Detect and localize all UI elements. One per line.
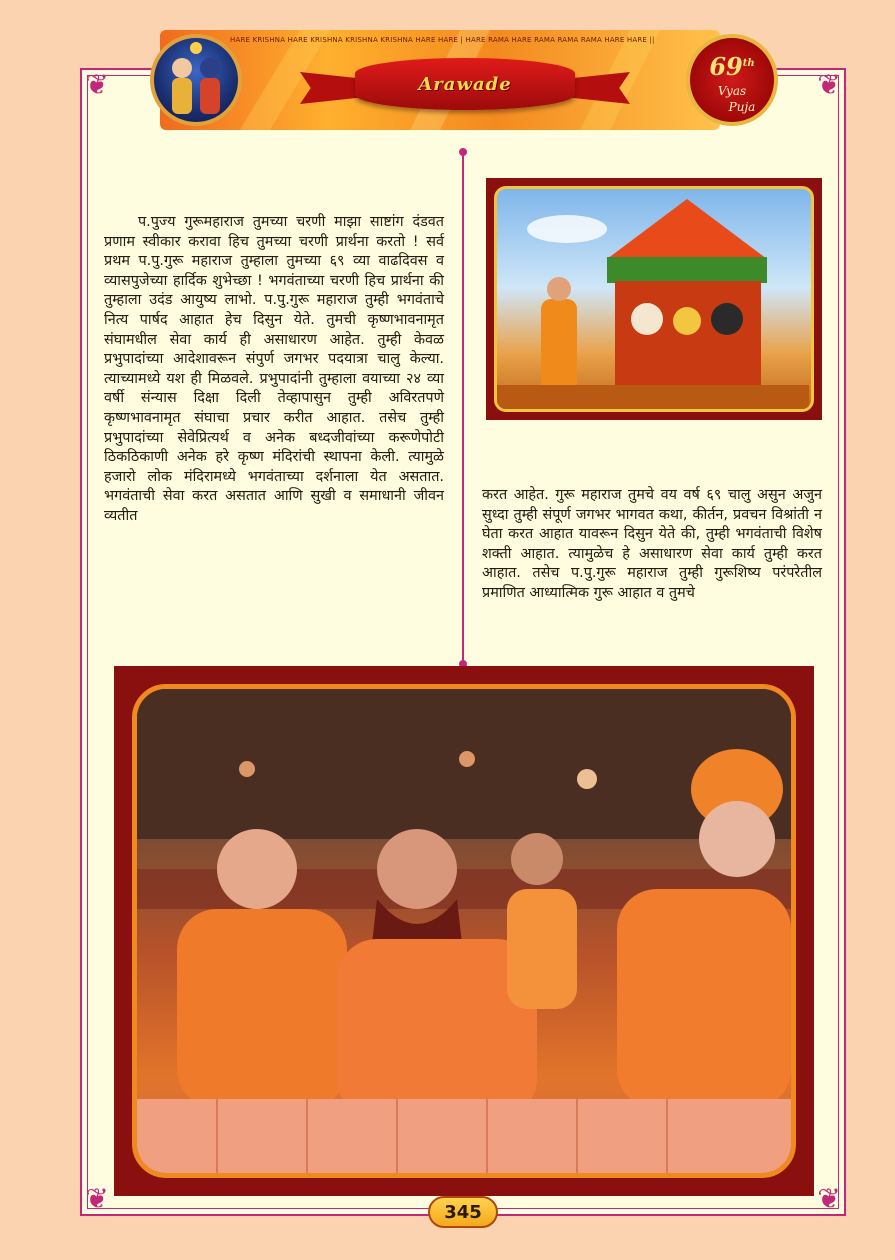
badge-word-puja: Puja: [728, 100, 756, 114]
article-text-right: करत आहेत. गुरू महाराज तुमचे वय वर्ष ६९ चालु असुन अजुन सुध्दा तुम्ही संपूर्ण जगभर भागवत कथा, कीर्तन, प्रवचन विश्रांती न घेता करत आहात यावरून दिसुन येते की, तुम्ही भगवंताची विशेष शक्ती आहात. त्यामुळेच हे असाधारण सेवा कार्य तुम्ही करत आहात. तसेच प.पु.गुरू महाराज तुम्ही गुरूशिष्य परंपरेतील प्रमाणित आध्यात्मिक गुरू आहात व तुमचे: [482, 487, 822, 601]
article-text-left: प.पुज्य गुरूमहाराज तुमच्या चरणी माझा साष्टांग दंडवत प्रणाम स्वीकार करावा हिच तुमच्या चरणी प्रार्थना करतो ! सर्व प्रथम प.पु.गुरू महाराज तुम्हाला तुमच्या ६९ व्या वाढदिवस व व्यासपुजेच्या हार्दिक शुभेच्छा ! भगवंताच्या चरणी हिच प्रार्थना की तुम्हाला उदंड आयुष्य लाभो. प.पु.गुरू महाराज तुम्ही भगवंताचे नित्य पार्षद आहात हेच दिसुन येते. तुमची कृष्णभावनामृत संघामधील सेवा कार्य ही असाधारण आहेत. तुम्ही केवळ प्रभुपादांच्या आदेशावरून संपुर्ण जगभर पदयात्रा चालु केल्या. त्याच्यामध्ये यश ही मिळवले. प्रभुपादांनी तुम्हाला वयाच्या २४ व्या वर्षी संन्यास दिक्षा दिली तेव्हापासुन तुम्ही अविरतपणे कृष्णभावनामृत संघाचा प्रचार करीत आहात. तसेच तुम्ही प्रभुपादांच्या सेवेप्रित्यर्थ व अनेक बध्दजीवांच्या करूणेपोटी ठिकठिकाणी अनेक हरे कृष्ण मंदिरांची स्थापना केली. त्यामुळे हजारो लोक मंदिरामध्ये भगवंताच्या दर्शनाला येत असतात. भगवंताची सेवा करत असतात आणि सुखी व समाधानी जीवन व्यतीत: [104, 214, 444, 524]
badge-number-line: [690, 52, 774, 81]
temple-chariot-image: [494, 186, 814, 412]
ornament-corner-icon: ❦: [817, 1182, 841, 1215]
badge-word-vyas: Vyas: [717, 84, 747, 98]
deity-medallion-image: [150, 34, 242, 126]
page-number: 345: [428, 1196, 498, 1228]
deity-figures-icon: [154, 38, 238, 122]
column-divider: [462, 152, 464, 664]
ornament-corner-icon: ❦: [817, 68, 841, 101]
divider-dot-top: [459, 148, 467, 156]
devotees-scene-icon: [137, 689, 791, 1173]
badge-number: 69: [709, 52, 743, 81]
devotees-photo: [114, 666, 814, 1196]
ornament-corner-icon: ❦: [85, 1182, 109, 1215]
badge-suffix: th: [742, 58, 755, 69]
page-title: Arawade: [418, 74, 512, 95]
temple-chariot-photo: [486, 178, 822, 420]
ornament-corner-icon: ❦: [85, 68, 109, 101]
chant-text: HARE KRISHNA HARE KRISHNA KRISHNA KRISHNA HARE HARE | HARE RAMA HARE RAMA RAMA RAMA HARE HARE ||: [230, 36, 655, 44]
devotees-image: [132, 684, 796, 1178]
vyas-puja-badge: [686, 34, 778, 126]
chariot-scene-icon: [497, 189, 809, 409]
